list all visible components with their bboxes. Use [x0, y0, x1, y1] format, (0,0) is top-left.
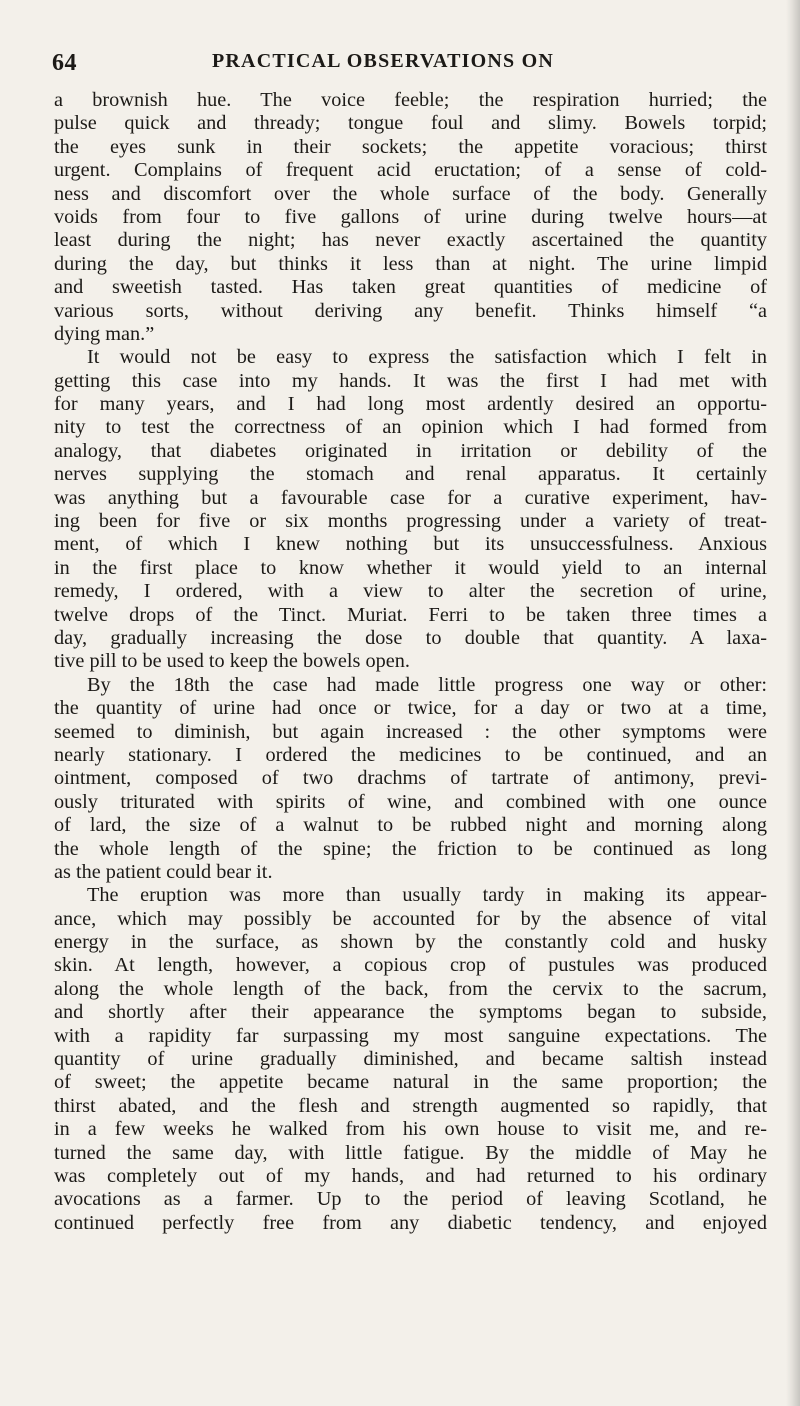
paragraph: [54, 89, 767, 346]
text-line: ance, which may possibly be accounted for by the absence of vital: [54, 907, 767, 930]
text-line: nity to test the correctness of an opinion which I had formed from: [54, 416, 767, 439]
text-line: avocations as a farmer. Up to the period of leaving Scotland, he: [54, 1188, 767, 1211]
text-line: remedy, I ordered, with a view to alter the secretion of urine,: [54, 580, 767, 603]
page-edge-shadow: [786, 0, 800, 1406]
text-line: analogy, that diabetes originated in irritation or debility of the: [54, 439, 767, 462]
text-line: quantity of urine gradually diminished, and became saltish instead: [54, 1048, 767, 1071]
text-line: for many years, and I had long most ardently desired an opportu-: [54, 393, 767, 416]
text-line: getting this case into my hands. It was the first I had met with: [54, 369, 767, 392]
text-line: turned the same day, with little fatigue. By the middle of May he: [54, 1141, 767, 1164]
text-line: as the patient could bear it.: [54, 860, 273, 883]
text-line: along the whole length of the back, from the cervix to the sacrum,: [54, 977, 767, 1000]
text-line: ointment, composed of two drachms of tartrate of antimony, previ-: [54, 767, 767, 790]
text-line: nearly stationary. I ordered the medicines to be continued, and an: [54, 743, 767, 766]
text-line: thirst abated, and the flesh and strength augmented so rapidly, that: [54, 1094, 767, 1117]
text-line: day, gradually increasing the dose to double that quantity. A laxa-: [54, 626, 767, 649]
text-line: tive pill to be used to keep the bowels open.: [54, 650, 410, 673]
paragraph: [54, 674, 767, 885]
text-line: during the day, but thinks it less than at night. The urine limpid: [54, 252, 767, 275]
text-line: skin. At length, however, a copious crop of pustules was produced: [54, 954, 767, 977]
body-text: [54, 89, 767, 1235]
running-title: PRACTICAL OBSERVATIONS ON: [212, 50, 554, 72]
text-line: seemed to diminish, but again increased : the other symptoms were: [54, 720, 767, 743]
text-line: voids from four to five gallons of urine during twelve hours—at: [54, 205, 767, 228]
text-line: was completely out of my hands, and had returned to his ordinary: [54, 1164, 767, 1187]
text-line: nerves supplying the stomach and renal apparatus. It certainly: [54, 463, 767, 486]
text-line: energy in the surface, as shown by the constantly cold and husky: [54, 931, 767, 954]
text-line: ness and discomfort over the whole surface of the body. Generally: [54, 182, 767, 205]
text-line: in the first place to know whether it would yield to an internal: [54, 556, 767, 579]
text-line: pulse quick and thready; tongue foul and slimy. Bowels torpid;: [54, 112, 767, 135]
text-line: dying man.”: [54, 322, 155, 345]
text-line: It would not be easy to express the satisfaction which I felt in: [87, 346, 767, 369]
text-line: and shortly after their appearance the symptoms began to subside,: [54, 1001, 767, 1024]
text-line: of sweet; the appetite became natural in the same proportion; the: [54, 1071, 767, 1094]
text-line: the quantity of urine had once or twice, for a day or two at a time,: [54, 697, 767, 720]
text-line: the whole length of the spine; the friction to be continued as long: [54, 837, 767, 860]
text-line: a brownish hue. The voice feeble; the respiration hurried; the: [54, 89, 767, 111]
text-line: The eruption was more than usually tardy in making its appear-: [87, 884, 767, 907]
text-line: ment, of which I knew nothing but its unsuccessfulness. Anxious: [54, 533, 767, 556]
text-line: the eyes sunk in their sockets; the appetite voracious; thirst: [54, 135, 767, 158]
text-line: was anything but a favourable case for a curative experiment, hav-: [54, 486, 767, 509]
text-line: ously triturated with spirits of wine, and combined with one ounce: [54, 790, 767, 813]
paragraph: [54, 346, 767, 673]
page-header: [52, 40, 760, 80]
text-line: urgent. Complains of frequent acid eructation; of a sense of cold-: [54, 159, 767, 182]
paragraph: [54, 884, 767, 1235]
text-line: and sweetish tasted. Has taken great quantities of medicine of: [54, 276, 767, 299]
text-line: ing been for five or six months progressing under a variety of treat-: [54, 510, 767, 533]
text-line: continued perfectly free from any diabetic tendency, and enjoyed: [54, 1211, 767, 1234]
text-line: in a few weeks he walked from his own house to visit me, and re-: [54, 1118, 767, 1141]
text-line: By the 18th the case had made little progress one way or other:: [87, 673, 767, 696]
text-line: various sorts, without deriving any benefit. Thinks himself “a: [54, 299, 767, 322]
text-line: twelve drops of the Tinct. Muriat. Ferri to be taken three times a: [54, 603, 767, 626]
text-line: of lard, the size of a walnut to be rubbed night and morning along: [54, 814, 767, 837]
text-line: least during the night; has never exactly ascertained the quantity: [54, 229, 767, 252]
page-number: 64: [52, 50, 77, 76]
text-line: with a rapidity far surpassing my most sanguine expectations. The: [54, 1024, 767, 1047]
